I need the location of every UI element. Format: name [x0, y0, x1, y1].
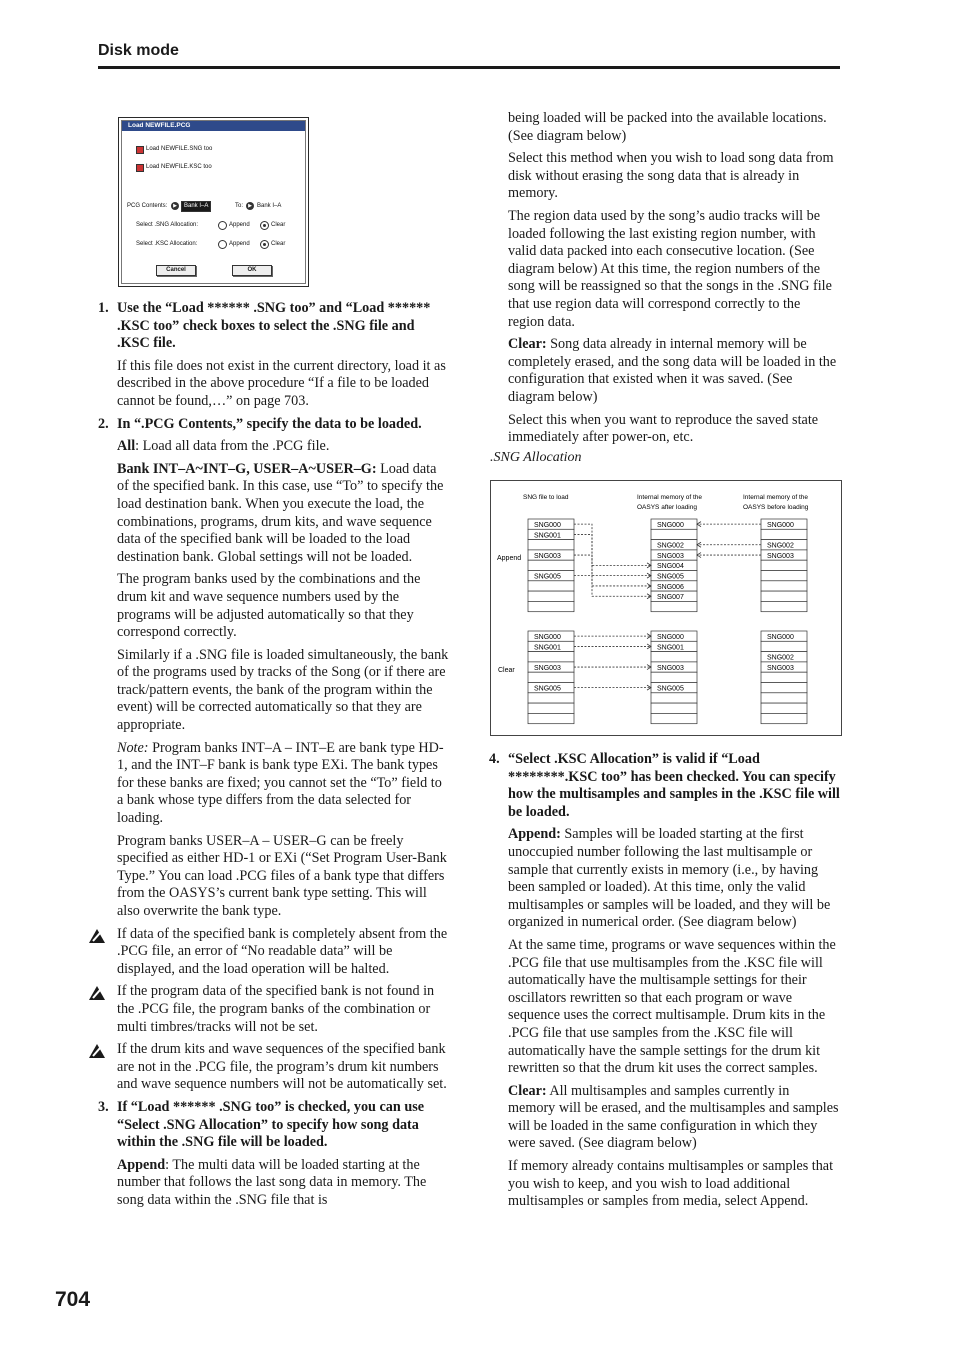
cancel-button[interactable]: Cancel: [156, 265, 196, 276]
append-label: Append:: [508, 826, 561, 843]
section-title: Disk mode: [98, 42, 179, 59]
bank-option: [117, 461, 449, 567]
clear-before-slot: [761, 703, 807, 713]
bank-text: Load data of the specified bank. In this case, use “To” to specify the load destination bank. When you execute the load, the combinations, programs, drum kits, and wave sequence data of the specified bank will be loaded to the load destination bank. Global settings will not be loaded.: [117, 460, 444, 565]
col3-title-2: OASYS before loading: [743, 504, 809, 511]
ok-button[interactable]: OK: [232, 265, 272, 276]
warning-1: [117, 926, 449, 979]
to-field[interactable]: Bank I–A: [257, 203, 282, 209]
clear-after-slot: [651, 713, 697, 723]
file-slot: [528, 591, 574, 601]
append-after-slot-label: SNG007: [657, 594, 684, 602]
clear-file-slot-label: SNG003: [534, 664, 561, 672]
clear-file-slot-label: SNG001: [534, 644, 561, 652]
append-after-slot-label: SNG005: [657, 573, 684, 581]
all-label: All: [117, 438, 136, 455]
clear-text: Song data already in internal memory will be completely erased, and the song data will be loaded in the configuration that existed when it was saved. (See diagram below): [508, 336, 837, 405]
clear-file-slot: [528, 693, 574, 703]
col2-title-2: OASYS after loading: [637, 504, 697, 511]
step-2: [98, 416, 449, 434]
col3-title-1: Internal memory of the: [743, 494, 809, 501]
right-column-bottom: [489, 751, 840, 1216]
all-text: : Load all data from the .PCG file.: [135, 438, 330, 455]
append-before-slot: [761, 601, 807, 611]
clear-file-slot: [528, 672, 574, 682]
append-text: : The multi data will be loaded starting at the number that follows the last song data in memory. The song data within the .SNG file that is: [117, 1156, 427, 1208]
clear-before-slot: [761, 713, 807, 723]
ksc-append-radio[interactable]: [218, 240, 227, 249]
clear-after-slot: [651, 703, 697, 713]
sng-allocation-diagram: [490, 480, 842, 736]
append-after-slot-label: SNG004: [657, 563, 684, 571]
step-4-number: 4.: [489, 751, 500, 767]
append-label: Append: [117, 1156, 166, 1173]
clear-label: Clear:: [508, 336, 547, 353]
left-column: [98, 300, 449, 1215]
step-4-text: “Select .KSC Allocation” is valid if “Load ********.KSC too” has been checked. You can specify how the multisamples and samples in the .KSC file will be loaded.: [508, 751, 840, 820]
clear-after-slot-label: SNG003: [657, 664, 684, 672]
paragraph: If this file does not exist in the current directory, load it as described in the above procedure “If a file to be loaded cannot be found,…” on page 703.: [117, 357, 446, 409]
file-slot-label: SNG005: [534, 573, 561, 581]
clear-after-slot: [651, 672, 697, 682]
clear-before-slot-label: SNG003: [767, 664, 794, 672]
clear-option: [508, 1083, 840, 1153]
sng-too-checkbox[interactable]: [136, 146, 144, 154]
diagram-svg: [491, 481, 841, 735]
clear-before-slot-label: SNG000: [767, 634, 794, 641]
paragraph: Select this method when you wish to load song data from disk without erasing the song data that is already in memory.: [508, 150, 834, 202]
dialog-frame: [121, 120, 306, 284]
warning-1-text: If data of the specified bank is completely absent from the .PCG file, an error of “No readable data” will be displayed, and the load operation will be halted.: [117, 925, 448, 977]
sng-clear-radio[interactable]: [260, 221, 269, 230]
to-label: To:: [235, 203, 244, 209]
file-slot-label: SNG001: [534, 532, 561, 540]
append-after-slot-label: SNG003: [657, 552, 684, 560]
pcg-contents-field[interactable]: Bank I–A: [181, 201, 211, 212]
paragraph: being loaded will be packed into the available locations. (See diagram below): [508, 110, 827, 144]
append-before-slot: [761, 529, 807, 539]
append-after-slot-label: SNG000: [657, 522, 684, 529]
clear-before-slot: [761, 641, 807, 651]
clear-before-slot: [761, 693, 807, 703]
append-after-slot-label: SNG002: [657, 542, 684, 550]
append-option: [117, 1157, 449, 1210]
step-3: [98, 1099, 449, 1152]
append-row-label: Append: [497, 555, 522, 562]
to-popup-icon[interactable]: ▶: [246, 202, 254, 210]
step-1-text: Use the “Load ****** .SNG too” and “Load ****** .KSC too” check boxes to select the .SNG file and .KSC file.: [117, 300, 431, 352]
sng-allocation-label: Select .SNG Allocation:: [136, 222, 199, 228]
paragraph: Select this when you want to reproduce the saved state immediately after power-on, etc.: [508, 411, 819, 446]
step-3-number: 3.: [98, 1098, 109, 1115]
warning-3-text: If the drum kits and wave sequences of the specified bank are not in the .PCG file, the program’s drum kit numbers and wave sequence numbers will not be automatically set.: [117, 1041, 447, 1093]
diagram-caption: .SNG Allocation: [490, 450, 582, 465]
append-before-slot: [761, 591, 807, 601]
ksc-too-label: Load NEWFILE.KSC too: [146, 164, 212, 170]
clear-before-slot: [761, 683, 807, 693]
warning-3: [117, 1041, 449, 1094]
warning-icon: [87, 984, 107, 1001]
warning-2-text: If the program data of the specified bank is not found in the .PCG file, the program banks of the combination or multi timbres/tracks will not be set.: [117, 983, 435, 1035]
col2-title-1: Internal memory of the: [637, 494, 703, 501]
step-1: [98, 300, 449, 353]
file-to-after-arrow: [574, 524, 651, 565]
append-before-slot: [761, 560, 807, 570]
sng-append-radio[interactable]: [218, 221, 227, 230]
clear-option: [508, 336, 840, 406]
sng-clear-label: Clear: [271, 222, 286, 228]
step-4: [489, 751, 840, 821]
clear-label: Clear:: [508, 1082, 547, 1099]
step-1-number: 1.: [98, 300, 109, 316]
pcg-contents-popup-icon[interactable]: ▶: [171, 202, 179, 210]
file-slot-label: SNG003: [534, 552, 561, 560]
right-column-top: [508, 110, 840, 452]
step-2-number: 2.: [98, 415, 109, 432]
warning-icon: [87, 927, 107, 944]
file-slot-label: SNG000: [534, 522, 561, 529]
append-before-slot-label: SNG002: [767, 542, 794, 550]
clear-file-slot: [528, 652, 574, 662]
paragraph: Program banks USER–A – USER–G can be freely specified as either HD-1 or EXi (“Set Program User-Bank Type.” You can load .PCG files of a bank type that differs from the OASYS’s current bank type setting. This will also overwrite the bank type.: [117, 832, 447, 919]
ksc-append-label: Append: [229, 241, 250, 247]
paragraph: If memory already contains multisamples or samples that you wish to keep, and you wish to load additional multisamples or samples from media, select Append.: [508, 1158, 834, 1210]
ksc-clear-radio[interactable]: [260, 240, 269, 249]
clear-after-slot: [651, 652, 697, 662]
clear-after-slot-label: SNG005: [657, 685, 684, 693]
clear-before-slot: [761, 672, 807, 682]
ksc-clear-label: Clear: [271, 241, 286, 247]
clear-after-slot-label: SNG000: [657, 634, 684, 641]
paragraph: At the same time, programs or wave sequences within the .PCG file that use multisamples from the .KSC file will automatically have the multisample settings for their oscillators rewritten so that each program or wave sequence uses the correct multisample. Drum kits in the .PCG file that use samples from the .KSC file will automatically have the sample settings for the drum kit rewritten so that the drum kit uses the correct samples.: [508, 936, 836, 1077]
file-slot: [528, 540, 574, 550]
clear-after-slot-label: SNG001: [657, 644, 684, 652]
append-after-slot: [651, 601, 697, 611]
warning-2: [117, 983, 449, 1036]
bank-label: Bank INT–A~INT–G, USER–A~USER–G:: [117, 460, 377, 477]
paragraph: The region data used by the song’s audio tracks will be loaded following the last existing region number, with valid data packed into each consecutive location. (See diagram below) At this time, the region numbers of the song will be reassigned so that the songs in the .SNG file that use region data will correspond correctly to the region data.: [508, 207, 832, 330]
ksc-too-checkbox[interactable]: [136, 164, 144, 172]
all-option: [117, 438, 449, 456]
append-option: [508, 826, 840, 932]
append-before-slot-label: SNG003: [767, 552, 794, 560]
clear-before-slot-label: SNG002: [767, 654, 794, 662]
paragraph: Similarly if a .SNG file is loaded simultaneously, the bank of the programs used by tracks of the Song (or if there are track/pattern events, the bank of the program within the event) will be corrected automatically so that they are appropriate.: [117, 646, 449, 734]
ksc-allocation-label: Select .KSC Allocation:: [136, 241, 198, 247]
page-number: 704: [55, 1288, 91, 1311]
warning-icon: [87, 1042, 107, 1059]
file-slot: [528, 581, 574, 591]
note-text: Program banks INT–A – INT–E are bank type HD-1, and the INT–F bank is bank type EXi. The bank types for these banks are fixed; you cannot set the “To” field to a bank whose type differs from the data selected for loading.: [117, 739, 444, 827]
clear-file-slot-label: SNG005: [534, 685, 561, 693]
note-label: Note:: [117, 739, 149, 756]
header-rule: [98, 66, 840, 69]
load-dialog: [118, 117, 309, 287]
append-before-slot-label: SNG000: [767, 522, 794, 529]
col1-title: SNG file to load: [523, 494, 569, 501]
clear-text: All multisamples and samples currently in memory will be erased, and the multisamples and samples will be loaded in the same configuration in which they were saved. (See diagram below): [508, 1082, 839, 1152]
clear-file-slot-label: SNG000: [534, 634, 561, 641]
append-text: Samples will be loaded starting at the first unoccupied number following the last multisample or sample that currently exists in memory (i.e., by having been sampled or loaded). At this time, only the valid multisamples or samples will be loaded, and they will be organized in numerical order. (See diagram below): [508, 826, 831, 931]
paragraph: The program banks used by the combinations and the drum kit and wave sequence numbers used by the programs will be adjusted automatically so that they correspond correctly.: [117, 571, 421, 641]
clear-row-label: Clear: [498, 667, 515, 674]
file-to-after-arrow: [574, 555, 651, 586]
append-after-slot: [651, 529, 697, 539]
append-before-slot: [761, 571, 807, 581]
step-2-text: In “.PCG Contents,” specify the data to be loaded.: [117, 415, 422, 432]
file-slot: [528, 560, 574, 570]
append-after-slot-label: SNG006: [657, 583, 684, 591]
clear-after-slot: [651, 693, 697, 703]
dialog-title: Load NEWFILE.PCG: [122, 121, 305, 131]
pcg-contents-label: PCG Contents:: [127, 203, 168, 209]
sng-append-label: Append: [229, 222, 250, 228]
clear-file-slot: [528, 703, 574, 713]
sng-too-label: Load NEWFILE.SNG too: [146, 146, 213, 152]
append-before-slot: [761, 581, 807, 591]
note: [117, 740, 449, 828]
clear-file-slot: [528, 713, 574, 723]
step-3-text: If “Load ****** .SNG too” is checked, you can use “Select .SNG Allocation” to specify how song data within the .SNG file will be loaded.: [117, 1098, 425, 1151]
file-slot: [528, 601, 574, 611]
